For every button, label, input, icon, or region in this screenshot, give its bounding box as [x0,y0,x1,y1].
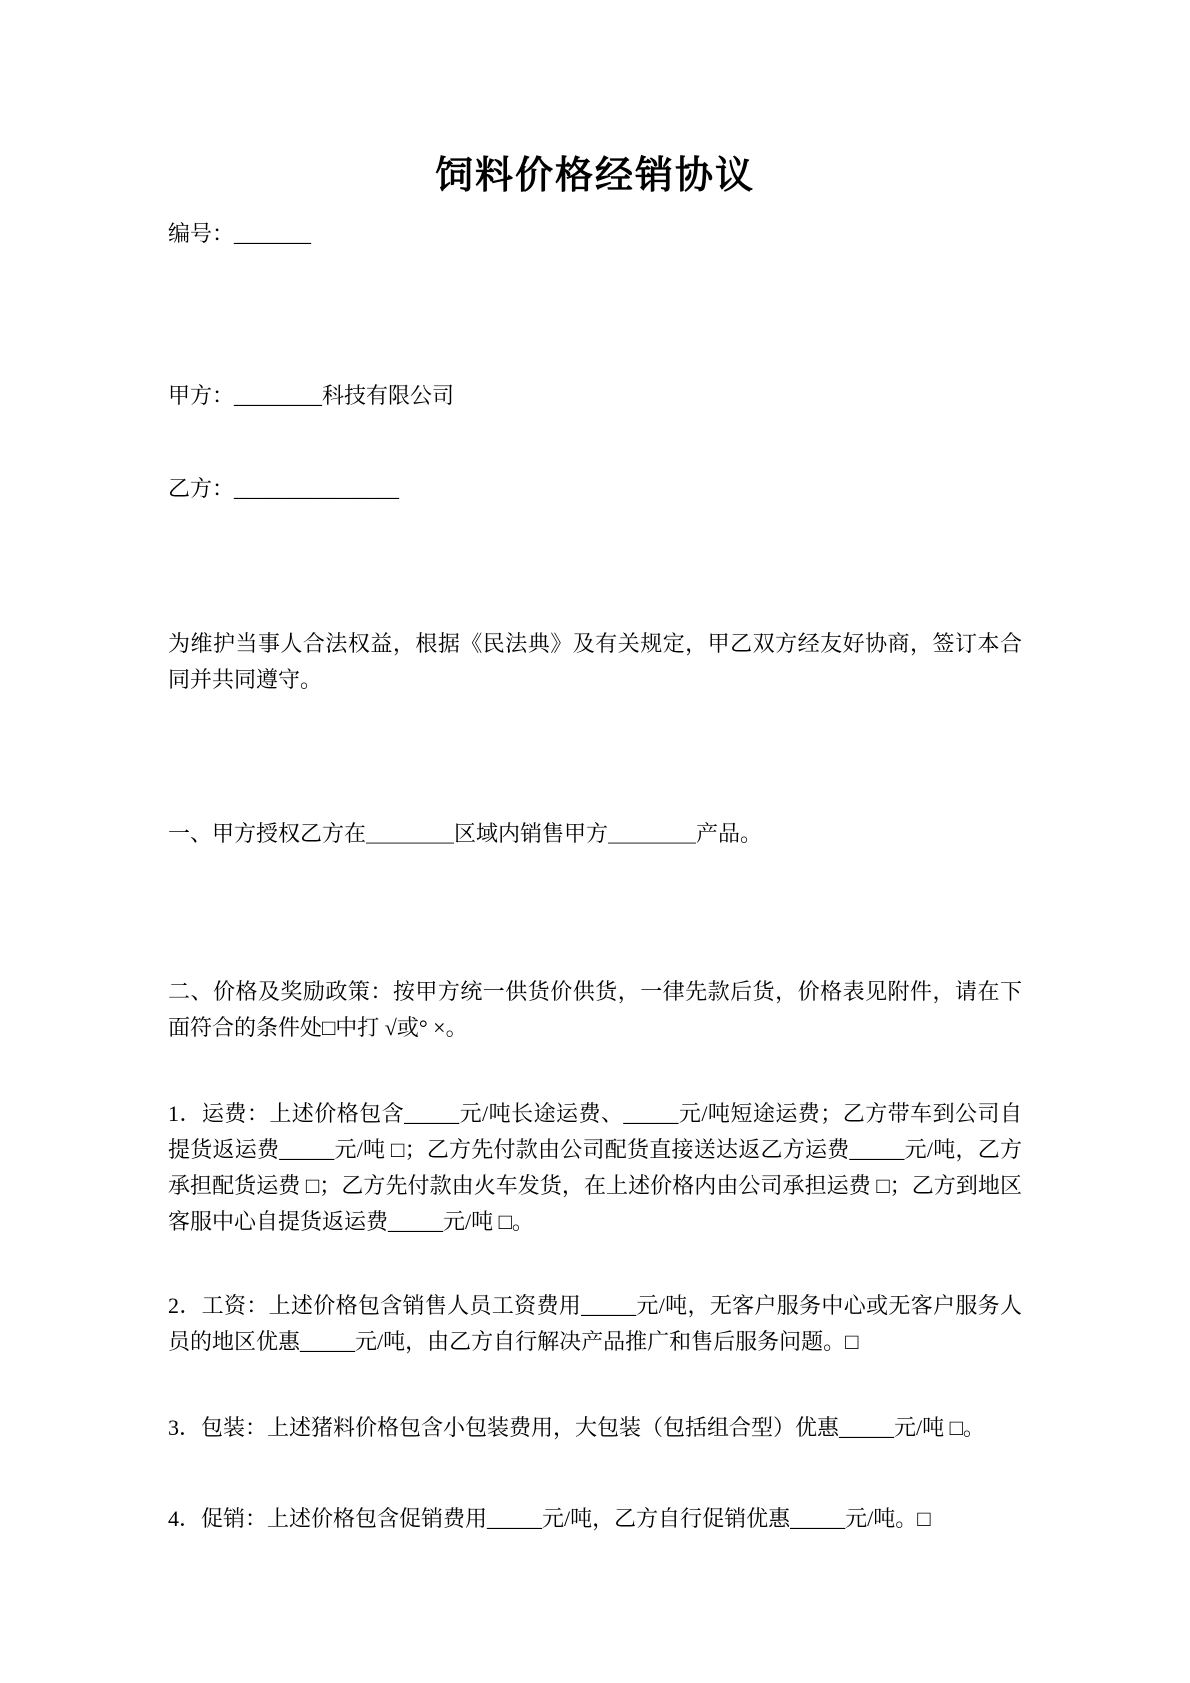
item-3-packaging: 3．包装：上述猪料价格包含小包装费用，大包装（包括组合型）优惠_____元/吨 □。 [168,1415,985,1440]
preamble-paragraph: 为维护当事人合法权益，根据《民法典》及有关规定，甲乙双方经友好协商，签订本合同并共同遵守。 [168,631,1022,692]
party-a-line: 甲方：________科技有限公司 [168,383,455,408]
clause-1-authorization: 一、甲方授权乙方在＿＿＿＿区域内销售甲方＿＿＿＿产品。 [168,821,763,846]
contract-number-line: 编号：_______ [168,221,312,246]
party-b-line: 乙方：_______________ [168,476,400,501]
item-4-promotion: 4．促销：上述价格包含促销费用_____元/吨，乙方自行促销优惠_____元/吨。□ [168,1506,931,1531]
clause-2-price-policy: 二、价格及奖励政策：按甲方统一供货价供货，一律先款后货，价格表见附件，请在下面符合的条件处□中打 √或° ×。 [168,979,1022,1040]
item-2-wages: 2．工资：上述价格包含销售人员工资费用_____元/吨，无客户服务中心或无客户服务人员的地区优惠_____元/吨，由乙方自行解决产品推广和售后服务问题。□ [168,1293,1022,1354]
document-title: 饲料价格经销协议 [434,155,755,197]
item-1-freight: 1．运费：上述价格包含_____元/吨长途运费、_____元/吨短途运费；乙方带车到公司自提货返运费_____元/吨 □；乙方先付款由公司配货直接送达返乙方运费_____元/吨，乙方承担配货运费 □；乙方先付款由火车发货，在上述价格内由公司承担运费 □；乙方到地区客服中心自提货返运费_____元/吨 □。 [168,1101,1022,1234]
